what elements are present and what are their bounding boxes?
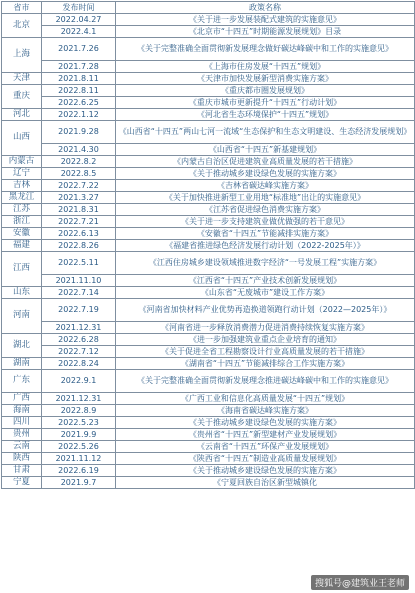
province-cell: 山西 <box>2 121 42 156</box>
header-row <box>2 2 415 14</box>
table-row <box>2 477 415 489</box>
table-row <box>2 453 415 465</box>
province-cell: 广西 <box>2 393 42 405</box>
province-cell: 江苏 <box>2 204 42 216</box>
province-cell: 安徽 <box>2 228 42 240</box>
date-cell: 2021.9.28 <box>42 121 116 144</box>
policy-name-cell: 《贵州省“十四五”新型建材产业发展规划》 <box>116 429 415 441</box>
date-cell: 2022.6.28 <box>42 334 116 346</box>
province-cell: 陕西 <box>2 453 42 465</box>
policy-table <box>1 1 415 489</box>
province-cell: 宁夏 <box>2 477 42 489</box>
table-row <box>2 121 415 144</box>
watermark: 搜狐号@建筑业王老师 <box>311 575 409 590</box>
policy-name-cell: 《江西省“十四五”产业技术创新发展规划》 <box>116 275 415 287</box>
province-cell: 湖南 <box>2 358 42 370</box>
table-row <box>2 109 415 121</box>
policy-name-cell: 《福建省推进绿色经济发展行动计划（2022-2025年）》 <box>116 240 415 252</box>
date-cell: 2022.7.19 <box>42 299 116 322</box>
date-cell: 2022.8.9 <box>42 405 116 417</box>
date-cell: 2022.6.19 <box>42 465 116 477</box>
province-cell: 重庆 <box>2 85 42 109</box>
date-cell: 2022.7.21 <box>42 216 116 228</box>
table-row <box>2 370 415 393</box>
date-cell: 2022.5.11 <box>42 252 116 275</box>
policy-name-cell: 《江苏省促进绿色消费实施方案》 <box>116 204 415 216</box>
policy-name-cell: 《云南省“十四五”环保产业发展规划》 <box>116 441 415 453</box>
table-row <box>2 299 415 322</box>
policy-name-cell: 《河南省加快材料产业优势再造换道领跑行动计划（2022—2025年）》 <box>116 299 415 322</box>
date-cell: 2021.12.31 <box>42 322 116 334</box>
policy-name-cell: 《山西省“十四五”新基建规划》 <box>116 144 415 156</box>
table-row <box>2 168 415 180</box>
table-row <box>2 429 415 441</box>
policy-name-cell: 《内蒙古自治区促进建筑业高质量发展的若干措施》 <box>116 156 415 168</box>
policy-name-cell: 《进一步加强建筑业重点企业培育的通知》 <box>116 334 415 346</box>
date-cell: 2022.1.12 <box>42 109 116 121</box>
province-cell: 吉林 <box>2 180 42 192</box>
table-row <box>2 275 415 287</box>
policy-name-cell: 《关于完整准确全面贯彻新发展理念做好碳达峰碳中和工作的实施意见》 <box>116 38 415 61</box>
province-cell: 江西 <box>2 252 42 287</box>
table-row <box>2 346 415 358</box>
province-cell: 辽宁 <box>2 168 42 180</box>
date-cell: 2022.7.14 <box>42 287 116 299</box>
policy-name-cell: 《陕西省“十四五”制造业高质量发展规划》 <box>116 453 415 465</box>
policy-name-cell: 《重庆都市圈发展规划》 <box>116 85 415 97</box>
province-cell: 福建 <box>2 240 42 252</box>
date-cell: 2021.4.30 <box>42 144 116 156</box>
province-cell: 黑龙江 <box>2 192 42 204</box>
table-row <box>2 417 415 429</box>
date-cell: 2022.7.22 <box>42 180 116 192</box>
province-cell: 云南 <box>2 441 42 453</box>
header-province: 省市 <box>2 2 42 14</box>
date-cell: 2022.8.11 <box>42 85 116 97</box>
province-cell: 山东 <box>2 287 42 299</box>
date-cell: 2021.9.9 <box>42 429 116 441</box>
province-cell: 内蒙古 <box>2 156 42 168</box>
policy-name-cell: 《关于推动城乡建设绿色发展的实施方案》 <box>116 168 415 180</box>
table-row <box>2 441 415 453</box>
policy-name-cell: 《河南省进一步释放消费潜力促进消费持续恢复实施方案》 <box>116 322 415 334</box>
table-row <box>2 26 415 38</box>
table-row <box>2 97 415 109</box>
table-row <box>2 204 415 216</box>
province-cell: 河南 <box>2 299 42 334</box>
table-row <box>2 358 415 370</box>
date-cell: 2022.8.2 <box>42 156 116 168</box>
province-cell: 湖北 <box>2 334 42 358</box>
table-row <box>2 287 415 299</box>
table-row <box>2 228 415 240</box>
policy-name-cell: 《北京市“十四五”时期能源发展规划》目录 <box>116 26 415 38</box>
province-cell: 天津 <box>2 73 42 85</box>
table-row <box>2 393 415 405</box>
province-cell: 北京 <box>2 14 42 38</box>
date-cell: 2022.8.24 <box>42 358 116 370</box>
date-cell: 2022.8.26 <box>42 240 116 252</box>
policy-name-cell: 《天津市加快发展新型消费实施方案》 <box>116 73 415 85</box>
policy-name-cell: 《关于进一步发展装配式建筑的实施意见》 <box>116 14 415 26</box>
date-cell: 2021.9.7 <box>42 477 116 489</box>
table-body <box>2 14 415 489</box>
table-row <box>2 240 415 252</box>
province-cell: 河北 <box>2 109 42 121</box>
date-cell: 2022.4.1 <box>42 26 116 38</box>
province-cell: 广东 <box>2 370 42 393</box>
date-cell: 2022.9.1 <box>42 370 116 393</box>
date-cell: 2022.5.26 <box>42 441 116 453</box>
policy-name-cell: 《安徽省“十四五”节能减排实施方案》 <box>116 228 415 240</box>
table-row <box>2 252 415 275</box>
header-policy-name: 政策名称 <box>116 2 415 14</box>
policy-name-cell: 《山西省“十四五”两山七河一流域“生态保护和生态文明建设、生态经济发展规划》 <box>116 121 415 144</box>
policy-name-cell: 《关于促进全省工程勘察设计行业高质量发展的若干措施》 <box>116 346 415 358</box>
table-row <box>2 144 415 156</box>
policy-name-cell: 《广西工业和信息化高质量发展“十四五”规划》 <box>116 393 415 405</box>
table-row <box>2 322 415 334</box>
policy-name-cell: 《宁夏回族自治区新型城镇化 <box>116 477 415 489</box>
date-cell: 2022.6.25 <box>42 97 116 109</box>
date-cell: 2021.7.28 <box>42 61 116 73</box>
policy-name-cell: 《山东省“无废城市”建设工作方案》 <box>116 287 415 299</box>
table-row <box>2 156 415 168</box>
date-cell: 2022.7.12 <box>42 346 116 358</box>
date-cell: 2021.7.26 <box>42 38 116 61</box>
province-cell: 甘肃 <box>2 465 42 477</box>
policy-name-cell: 《关于完整准确全面贯彻新发展理念推进碳达峰碳中和工作的实施意见》 <box>116 370 415 393</box>
table-row <box>2 192 415 204</box>
policy-name-cell: 《上海市住房发展“十四五”规划》 <box>116 61 415 73</box>
date-cell: 2021.11.10 <box>42 275 116 287</box>
province-cell: 浙江 <box>2 216 42 228</box>
province-cell: 贵州 <box>2 429 42 441</box>
policy-name-cell: 《关于进一步支持建筑业做优做强的若干意见》 <box>116 216 415 228</box>
policy-name-cell: 《江西住房城乡建设领域推进数字经济“一号发展工程”实施方案》 <box>116 252 415 275</box>
table-row <box>2 73 415 85</box>
table-row <box>2 334 415 346</box>
date-cell: 2022.04.27 <box>42 14 116 26</box>
date-cell: 2021.11.12 <box>42 453 116 465</box>
date-cell: 2021.8.31 <box>42 204 116 216</box>
table-row <box>2 405 415 417</box>
date-cell: 2022.8.5 <box>42 168 116 180</box>
date-cell: 2021.3.27 <box>42 192 116 204</box>
date-cell: 2022.5.23 <box>42 417 116 429</box>
table-row <box>2 216 415 228</box>
policy-name-cell: 《关于推动城乡建设绿色发展的实施方案》 <box>116 465 415 477</box>
date-cell: 2022.6.13 <box>42 228 116 240</box>
policy-name-cell: 《关于加快推进新型工业用地“标准地”出让的实施意见》 <box>116 192 415 204</box>
policy-name-cell: 《湖南省“十四五”节能减排综合工作实施方案》 <box>116 358 415 370</box>
date-cell: 2021.12.31 <box>42 393 116 405</box>
policy-name-cell: 《关于推动城乡建设绿色发展的实施方案》 <box>116 417 415 429</box>
province-cell: 上海 <box>2 38 42 73</box>
table-row <box>2 85 415 97</box>
table-row <box>2 180 415 192</box>
table-row <box>2 38 415 61</box>
province-cell: 海南 <box>2 405 42 417</box>
table-row <box>2 14 415 26</box>
table-row <box>2 61 415 73</box>
date-cell: 2021.8.11 <box>42 73 116 85</box>
province-cell: 四川 <box>2 417 42 429</box>
policy-name-cell: 《吉林省碳达峰实施方案》 <box>116 180 415 192</box>
table-row <box>2 465 415 477</box>
policy-name-cell: 《海南省碳达峰实施方案》 <box>116 405 415 417</box>
policy-name-cell: 《重庆市城市更新提升“十四五”行动计划》 <box>116 97 415 109</box>
header-date: 发布时间 <box>42 2 116 14</box>
policy-name-cell: 《河北省生态环境保护“十四五”规划》 <box>116 109 415 121</box>
